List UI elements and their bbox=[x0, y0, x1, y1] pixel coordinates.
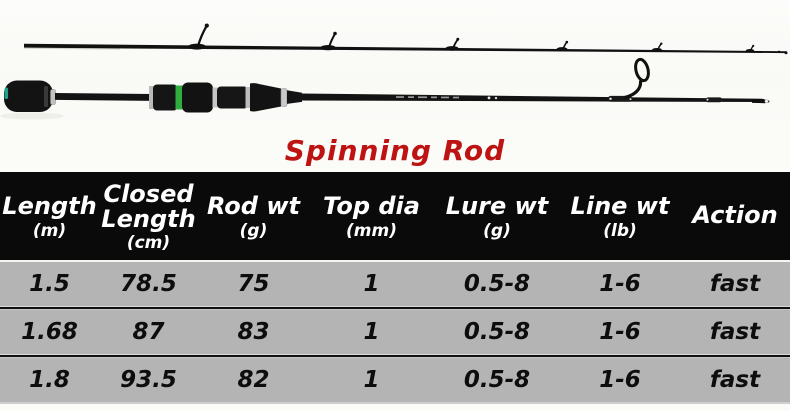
table-bottom-edge bbox=[0, 402, 790, 404]
cell-line-wt: 1-6 bbox=[599, 319, 641, 345]
col-header-top-dia bbox=[309, 172, 434, 260]
cell-lure-wt: 0.5-8 bbox=[463, 367, 531, 393]
cell-lure-wt: 0.5-8 bbox=[463, 319, 531, 345]
seat-silver-ring-1 bbox=[149, 86, 154, 109]
col-header-action bbox=[680, 172, 790, 260]
spec-table bbox=[0, 172, 790, 404]
col-label: Action bbox=[692, 200, 778, 229]
cell-length: 1.8 bbox=[29, 367, 70, 393]
col-header-rod-wt bbox=[198, 172, 309, 260]
reel-seat bbox=[149, 83, 302, 113]
rear-shaft bbox=[55, 93, 152, 101]
col-label: Line wt bbox=[570, 192, 670, 221]
cell-closed-length: 78.5 bbox=[120, 271, 177, 297]
tip-guide-3 bbox=[446, 38, 460, 51]
table-row-1 bbox=[0, 262, 790, 306]
wrap-trim-dot-2 bbox=[630, 98, 632, 100]
cell-line-wt: 1-6 bbox=[599, 271, 641, 297]
cell-action: fast bbox=[709, 271, 761, 297]
col-unit: (cm) bbox=[126, 232, 171, 253]
col-label: Lure wt bbox=[445, 192, 549, 221]
cell-top-dia: 1 bbox=[363, 367, 380, 393]
col-label: Length bbox=[2, 192, 97, 221]
cell-rod-wt: 82 bbox=[237, 367, 270, 393]
foregrip-cone bbox=[250, 83, 281, 111]
col-unit: (lb) bbox=[603, 220, 637, 241]
cell-line-wt: 1-6 bbox=[599, 367, 641, 393]
tip-end-dot bbox=[765, 100, 768, 103]
spinning-rod-illustration bbox=[0, 0, 790, 132]
grip-teal-accent bbox=[5, 88, 9, 100]
grip-shadow bbox=[0, 113, 64, 120]
rod-tip-section bbox=[24, 24, 788, 55]
tip-guide-5 bbox=[652, 43, 663, 52]
cell-top-dia: 1 bbox=[363, 271, 380, 297]
seat-silver-ring-3 bbox=[246, 87, 251, 108]
table-row-3 bbox=[0, 358, 790, 402]
col-unit: (g) bbox=[483, 220, 511, 241]
tip-top-ring bbox=[785, 51, 788, 54]
rod-butt-section bbox=[0, 58, 770, 119]
rod-blank bbox=[300, 94, 764, 103]
seat-silver-ring-4 bbox=[281, 89, 287, 107]
cell-length: 1.5 bbox=[29, 271, 70, 297]
grip-ring-dark bbox=[44, 86, 48, 107]
cell-rod-wt: 83 bbox=[237, 319, 270, 345]
tip-top-speck bbox=[778, 51, 780, 53]
tip-guide-6 bbox=[746, 45, 755, 53]
col-header-lure-wt bbox=[434, 172, 560, 260]
cell-rod-wt: 75 bbox=[237, 271, 270, 297]
ferrule-dot-1 bbox=[488, 97, 491, 100]
wrap-trim-dot-1 bbox=[609, 98, 611, 100]
butt-line-guide bbox=[625, 58, 651, 98]
col-header-closed-length bbox=[99, 172, 198, 260]
col-label: Closed Length bbox=[101, 180, 196, 233]
table-header-row bbox=[0, 172, 790, 260]
ferrule-dot-2 bbox=[495, 97, 497, 99]
tip-guide-4 bbox=[557, 41, 569, 52]
col-label: Rod wt bbox=[207, 192, 300, 221]
col-label: Top dia bbox=[323, 192, 420, 221]
seat-green-ring bbox=[176, 86, 183, 110]
table-row-2 bbox=[0, 310, 790, 354]
col-header-length bbox=[0, 172, 99, 260]
upper-ferrule-dot bbox=[707, 99, 709, 101]
rod-photo bbox=[0, 0, 790, 132]
cell-action: fast bbox=[709, 319, 761, 345]
col-unit: (g) bbox=[239, 220, 268, 241]
product-title: Spinning Rod bbox=[284, 134, 506, 167]
cell-closed-length: 87 bbox=[132, 319, 165, 345]
reel-seat-body bbox=[182, 83, 213, 113]
tip-guide-2 bbox=[321, 32, 337, 51]
cell-top-dia: 1 bbox=[363, 319, 380, 345]
cell-closed-length: 93.5 bbox=[120, 367, 177, 393]
seat-silver-ring-2 bbox=[213, 88, 218, 108]
col-unit: (m) bbox=[32, 220, 67, 241]
cell-action: fast bbox=[709, 367, 761, 393]
cell-lure-wt: 0.5-8 bbox=[463, 271, 531, 297]
col-unit: (mm) bbox=[346, 220, 397, 241]
grip-silver-ring bbox=[51, 90, 56, 105]
col-header-line-wt bbox=[560, 172, 680, 260]
cell-length: 1.68 bbox=[21, 319, 78, 345]
